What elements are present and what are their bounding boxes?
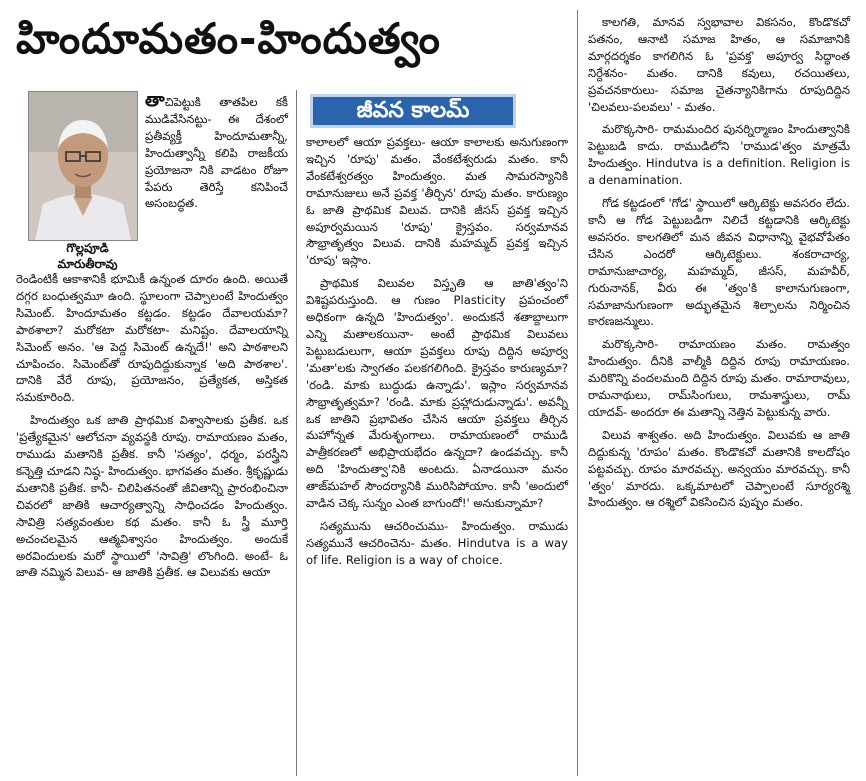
paragraph: కాలాలలో ఆయా ప్రవక్తలు- ఆయా కాలాలకు అనుగుణంగా ఇచ్చిన 'రూపు' మతం. వేంకటేశ్వరుడు మతం. కానీ వేంకటేశ్వరత్వం హిందుత్వం. మత సామరస్యానికి రామానుజులు అనే ప్రవక్త 'తీర్చిన' రూపు మతం. కారుణ్యం ఓ జాతి ప్రాథమిక విలువ. దానికి జీసస్ ప్రవక్త ఇచ్చిన అపూర్వమయిన 'రూపు' క్రైస్తవం. సర్వమానవ సౌభ్రాతృత్వం విలువ. దానికి మహమ్మద్ ప్రవక్త ఇచ్చిన 'రూపు' ఇస్లాం. [306, 135, 568, 268]
paragraph: విలువ శాశ్వతం. అది హిందుత్వం. విలువకు ఆ జాతి దిద్దుకున్న 'రూపం' మతం. కొండొకచో మతానికి కాలదోషం పట్టవచ్చు. రూపం మారవచ్చు. అన్వయం మారవచ్చు. కానీ 'త్వం' మారదు. ఒక్కమాటలో చెప్పాలంటే సూర్యరశ్మి హిందుత్వం. ఆ రశ్మిలో వికసించిన పుష్పం మతం. [588, 427, 850, 510]
author-last-name: మారుతీరావు [57, 257, 118, 271]
author-photo [28, 91, 138, 241]
author-portrait-icon [29, 92, 137, 240]
column-divider [296, 90, 297, 776]
paragraph: హిందుత్వం ఒక జాతి ప్రాథమిక విశ్వాసాలకు ప్రతీక. ఒక 'ప్రత్యేకమైన' ఆలోచనా వ్యవస్థకి రూపు. రామాయణం మతం, రాముడు మతానికి ప్రతీక. కానీ 'సత్యం', ధర్మం, పరస్త్రీని కన్నెత్తి చూడని నిష్ఠ- హిందుత్వం. భాగవతం మతం. శ్రీకృష్ణుడు మతానికి ప్రతీక. కానీ- చిలిపితనంతో జీవితాన్ని ప్రారంభించినా చివరలో జాతికి ఆచార్యత్వాన్ని సాధించడం హిందుత్వం. సావిత్రి సత్యవంతుల కథ మతం. కానీ ఓ స్త్రీ మూర్తి అచంచలమైన ఆత్మవిశ్వాసం హిందుత్వం. అందుకే అరవిందులకు మరో స్థాయిలో 'సావిత్రి' లొంగింది. అంటే- ఓ జాతి నమ్మిన విలువ- ఆ జాతికి ప్రతీక. ఆ విలువకు ఆయా [16, 413, 288, 580]
paragraph: రెండింటికీ ఆకాశానికీ భూమికీ ఉన్నంత దూరం ఉంది. అయితే దగ్గర బంధుత్వమూ ఉంది. స్థూలంగా చెప్పాలంటే హిందుత్వం సిమెంట్. హిందూమతం కట్టడం. కట్టడం దేవాలయమా? పాఠశాలా? మరోకటా మరోకటా- మనిష్టం. దేవాలయాన్ని సిమెంట్ అనం. 'ఆ పెద్ద సిమెంట్ ఉన్నదే!' అని పాఠశాలని చూపించం. సిమెంట్‌తో రూపుదిద్దుకున్నాక 'అది పాఠశాల'. దానికి వేరే రూపు, ప్రయోజనం, ప్రత్యేకత, అస్తికత సమకూరింది. [16, 272, 288, 405]
intro-text: చిపెట్టుకి తాతపిల కకీ ముడివేసినట్టు- ఈ దేశంలో ప్రతీవ్యక్తీ హిందూమతాన్నీ, హిందుత్వాన్నీ కలిపి రాజకీయ ప్రయోజనా నికి వాడటం రోజూ పేపరు తెరిస్తే కనిపించే అసంబద్ధత. [145, 95, 288, 211]
article-column-2 [306, 134, 568, 569]
author-byline [40, 240, 135, 272]
article-intro [145, 90, 288, 212]
paragraph: గోడ కట్టడంలో 'గోడ' స్థాయిలో ఆర్కిటెక్టు అవసరం లేదు. కానీ ఆ గోడ పెట్టుబడిగా నిలిచే కట్టడానికి ఆర్కిటెక్టు అవసరం. కాలగతిలో మన జీవన విధానాన్ని వైభవోపేతం చేసిన ఎందరో ఆర్కిటెక్టులు. శంకరాచార్య, రామానుజాచార్య, మహమ్మద్, జీసస్, మహవీర్, గురునానక్, వీరు ఈ 'త్వం'కి కాలానుగుణంగా, సమాజానుగుణంగా అద్భుతమైన శిల్పాలను నిర్మించిన కారణజన్ములు. [588, 196, 850, 329]
paragraph: మరొక్కసారి- రామమందిర పునర్నిర్మాణం హిందుత్వానికి పెట్టుబడి కాదు. రాముడిలోని 'రాముడ'త్వం మాత్రమే హిందుత్వం. Hindutva is a definition. Religion is a denamination. [588, 122, 850, 188]
article-column-3 [588, 14, 850, 511]
drop-cap: తా [145, 90, 165, 111]
column-divider [577, 10, 578, 776]
author-first-name: గొల్లపూడి [66, 241, 109, 255]
column-banner: జీవన కాలమ్ [310, 94, 516, 128]
article-title: హిందూమతం-హిందుత్వం [16, 14, 441, 63]
paragraph: కాలగతి, మానవ స్వభావాల వికసనం, కొండొకచో పతనం, ఆనాటి సమాజ హితం, ఆ సమాజానికి మార్గదర్శకం కాగలిగిన ఓ 'ప్రవక్త' అపూర్వ సిద్ధాంత నిర్దేశనం- మతం. దానికి కవులు, రచయితలు, ప్రవచనకారులు- సమాజ చైతన్యానికిగాను రూపుదిద్దిన 'చిలవలు-పలవలు' - మతం. [588, 15, 850, 114]
paragraph: సత్యమును ఆచరించుము- హిందుత్వం. రాముడు సత్యమునే ఆచరించెను- మతం. Hindutva is a way of life. Religion is a way of choice. [306, 518, 568, 567]
paragraph: మరొక్కసారి- రామాయణం మతం. రామత్వం హిందుత్వం. దీనికి వాల్మీకి దిద్దిన రూపు రామాయణం. మరికొన్ని వందలమంది దిద్దిన రూపు మతం. రామారావులు, రామనాథులు, రామ్‌సింగులు, రామశాస్త్రులు, రామ్ యాదవ్- అందరూ ఈ మతాన్ని నెత్తిన పెట్టుకున్న వారు. [588, 337, 850, 419]
article-column-1 [16, 271, 288, 581]
paragraph: ప్రాథమిక విలువల విస్తృతి ఆ జాతి'త్వం'ని విశిష్టపరుస్తుంది. ఆ గుణం Plasticity ప్రపంచంలో అధికంగా ఉన్నది 'హిందుత్వం'. అందుకనే శతాబ్దాలుగా ఎన్ని మతాలకయినా- అంటే ప్రాథమిక విలువలు పెట్టుబడులుగా, ఆయా ప్రవక్తలు రూపు దిద్దిన అపూర్వ 'మతా'లకు స్వాగతం పలకగలిగింది. క్రైస్తవం కారుణ్యమా? 'రండి. మాకు బుద్ధుడు ఉన్నాడు'. ఇస్లాం సర్వమానవ సౌభ్రాతృత్వమా? 'రండి. మాకు ప్రహ్లాదుడున్నాడు'. అవన్నీ ఒక జాతిని ప్రభావితం చేసిన ఆయా ప్రవక్తలు తీర్చిన మహోన్నత మేరుశృంగాలు. రామాయణంలో రాముడి పాత్రీకరణలో అభిప్రాయభేదం ఉన్నదా? ఉండవచ్చు. కానీ అది 'హిందుత్వా'నికి అంటదు. ఏనాడయినా మనం తాజ్‌మహల్ సౌందర్యానికి మురిసిపోయాం. కానీ 'అందులో వాడిన చెక్క సున్నం ఎంత బాగుందో!' అనుకున్నామా? [306, 276, 568, 511]
